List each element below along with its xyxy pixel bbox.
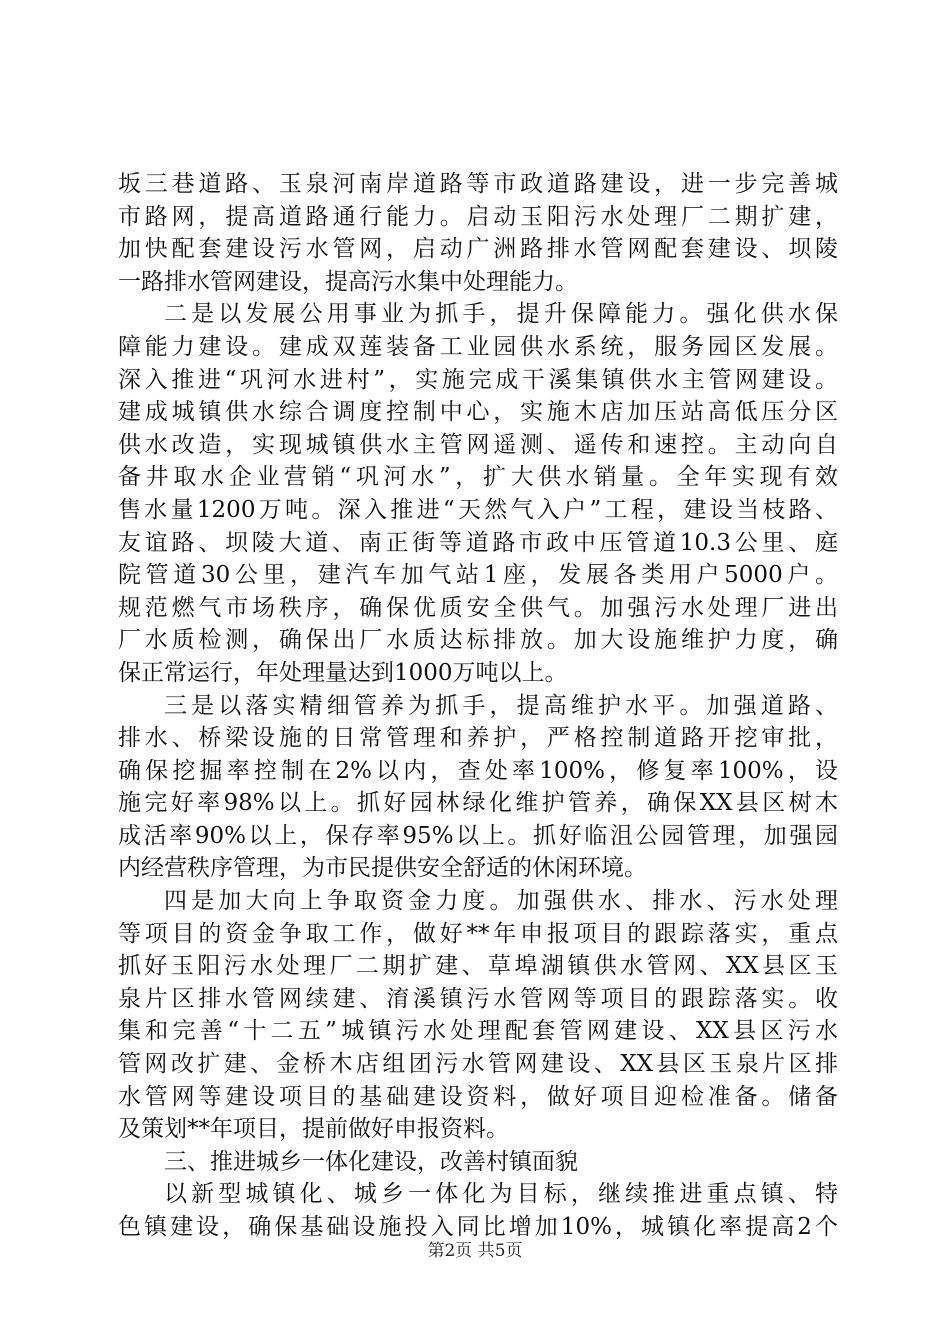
text-line: 规范燃气市场秩序，确保优质安全供气。加强污水处理厂进出 bbox=[118, 594, 838, 621]
text-line: 集和完善“十二五”城镇污水处理配套管网建设、XX县区污水 bbox=[118, 1018, 838, 1045]
text-line: 管网改扩建、金桥木店组团污水管网建设、XX县区玉泉片区排 bbox=[118, 1051, 838, 1078]
paragraph bbox=[118, 885, 838, 1146]
paragraph bbox=[118, 298, 838, 689]
text-line: 施完好率98%以上。抓好园林绿化维护管养，确保XX县区树木 bbox=[118, 790, 838, 817]
document-body bbox=[118, 168, 838, 1244]
paragraph bbox=[118, 1178, 838, 1243]
text-line: 色镇建设，确保基础设施投入同比增加10%，城镇化率提高2个 bbox=[118, 1214, 838, 1240]
text-line: 成活率90%以上，保存率95%以上。抓好临沮公园管理，加强园 bbox=[118, 822, 838, 849]
text-line: 三、推进城乡一体化建设，改善村镇面貌 bbox=[164, 1148, 578, 1175]
text-line: 售水量1200万吨。深入推进“天然气入户”工程，建设当枝路、 bbox=[118, 496, 838, 523]
page-footer: 第2页 共5页 bbox=[427, 1241, 523, 1261]
text-line: 深入推进“巩河水进村”，实施完成干溪集镇供水主管网建设。 bbox=[118, 366, 838, 393]
text-line: 厂水质检测，确保出厂水质达标排放。加大设施维护力度，确 bbox=[118, 627, 838, 654]
text-line: 等项目的资金争取工作，做好**年申报项目的跟踪落实，重点 bbox=[118, 920, 838, 947]
text-line: 四是加大向上争取资金力度。加强供水、排水、污水处理 bbox=[164, 888, 838, 915]
text-line: 一路排水管网建设，提高污水集中处理能力。 bbox=[118, 268, 578, 295]
text-line: 加快配套建设污水管网，启动广洲路排水管网配套建设、坝陵 bbox=[118, 236, 838, 263]
text-line: 以新型城镇化、城乡一体化为目标，继续推进重点镇、特 bbox=[164, 1181, 838, 1208]
paragraph bbox=[118, 690, 838, 886]
text-line: 障能力建设。建成双莲装备工业园供水系统，服务园区发展。 bbox=[118, 333, 838, 360]
text-line: 建成城镇供水综合调度控制中心，实施木店加压站高低压分区 bbox=[118, 399, 838, 426]
text-line: 确保挖掘率控制在2%以内，查处率100%，修复率100%，设 bbox=[118, 757, 838, 784]
text-line: 供水改造，实现城镇供水主管网遥测、遥传和速控。主动向自 bbox=[118, 431, 838, 458]
text-line: 友谊路、坝陵大道、南正街等道路市政中压管道10.3公里、庭 bbox=[118, 529, 838, 556]
text-line: 备井取水企业营销“巩河水”，扩大供水销量。全年实现有效 bbox=[118, 464, 838, 491]
text-line: 院管道30公里，建汽车加气站1座，发展各类用户5000户。 bbox=[118, 562, 838, 589]
text-line: 三是以落实精细管养为抓手，提高维护水平。加强道路、 bbox=[164, 692, 838, 719]
text-line: 抓好玉阳污水处理厂二期扩建、草埠湖镇供水管网、XX县区玉 bbox=[118, 953, 838, 980]
text-line: 市路网，提高道路通行能力。启动玉阳污水处理厂二期扩建， bbox=[118, 203, 838, 230]
text-line: 泉片区排水管网续建、淯溪镇污水管网等项目的跟踪落实。收 bbox=[118, 985, 838, 1012]
text-line: 水管网等建设项目的基础建设资料，做好项目迎检准备。储备 bbox=[118, 1083, 838, 1110]
text-line: 坂三巷道路、玉泉河南岸道路等市政道路建设，进一步完善城 bbox=[118, 171, 838, 197]
paragraph bbox=[118, 1146, 838, 1179]
text-line: 排水、桥梁设施的日常管理和养护，严格控制道路开挖审批， bbox=[118, 725, 838, 752]
text-line: 及策划**年项目，提前做好申报资料。 bbox=[118, 1116, 509, 1143]
paragraph bbox=[118, 168, 838, 298]
text-line: 二是以发展公用事业为抓手，提升保障能力。强化供水保 bbox=[164, 301, 838, 328]
text-line: 内经营秩序管理，为市民提供安全舒适的休闲环境。 bbox=[118, 855, 647, 882]
text-line: 保正常运行，年处理量达到1000万吨以上。 bbox=[118, 659, 568, 686]
